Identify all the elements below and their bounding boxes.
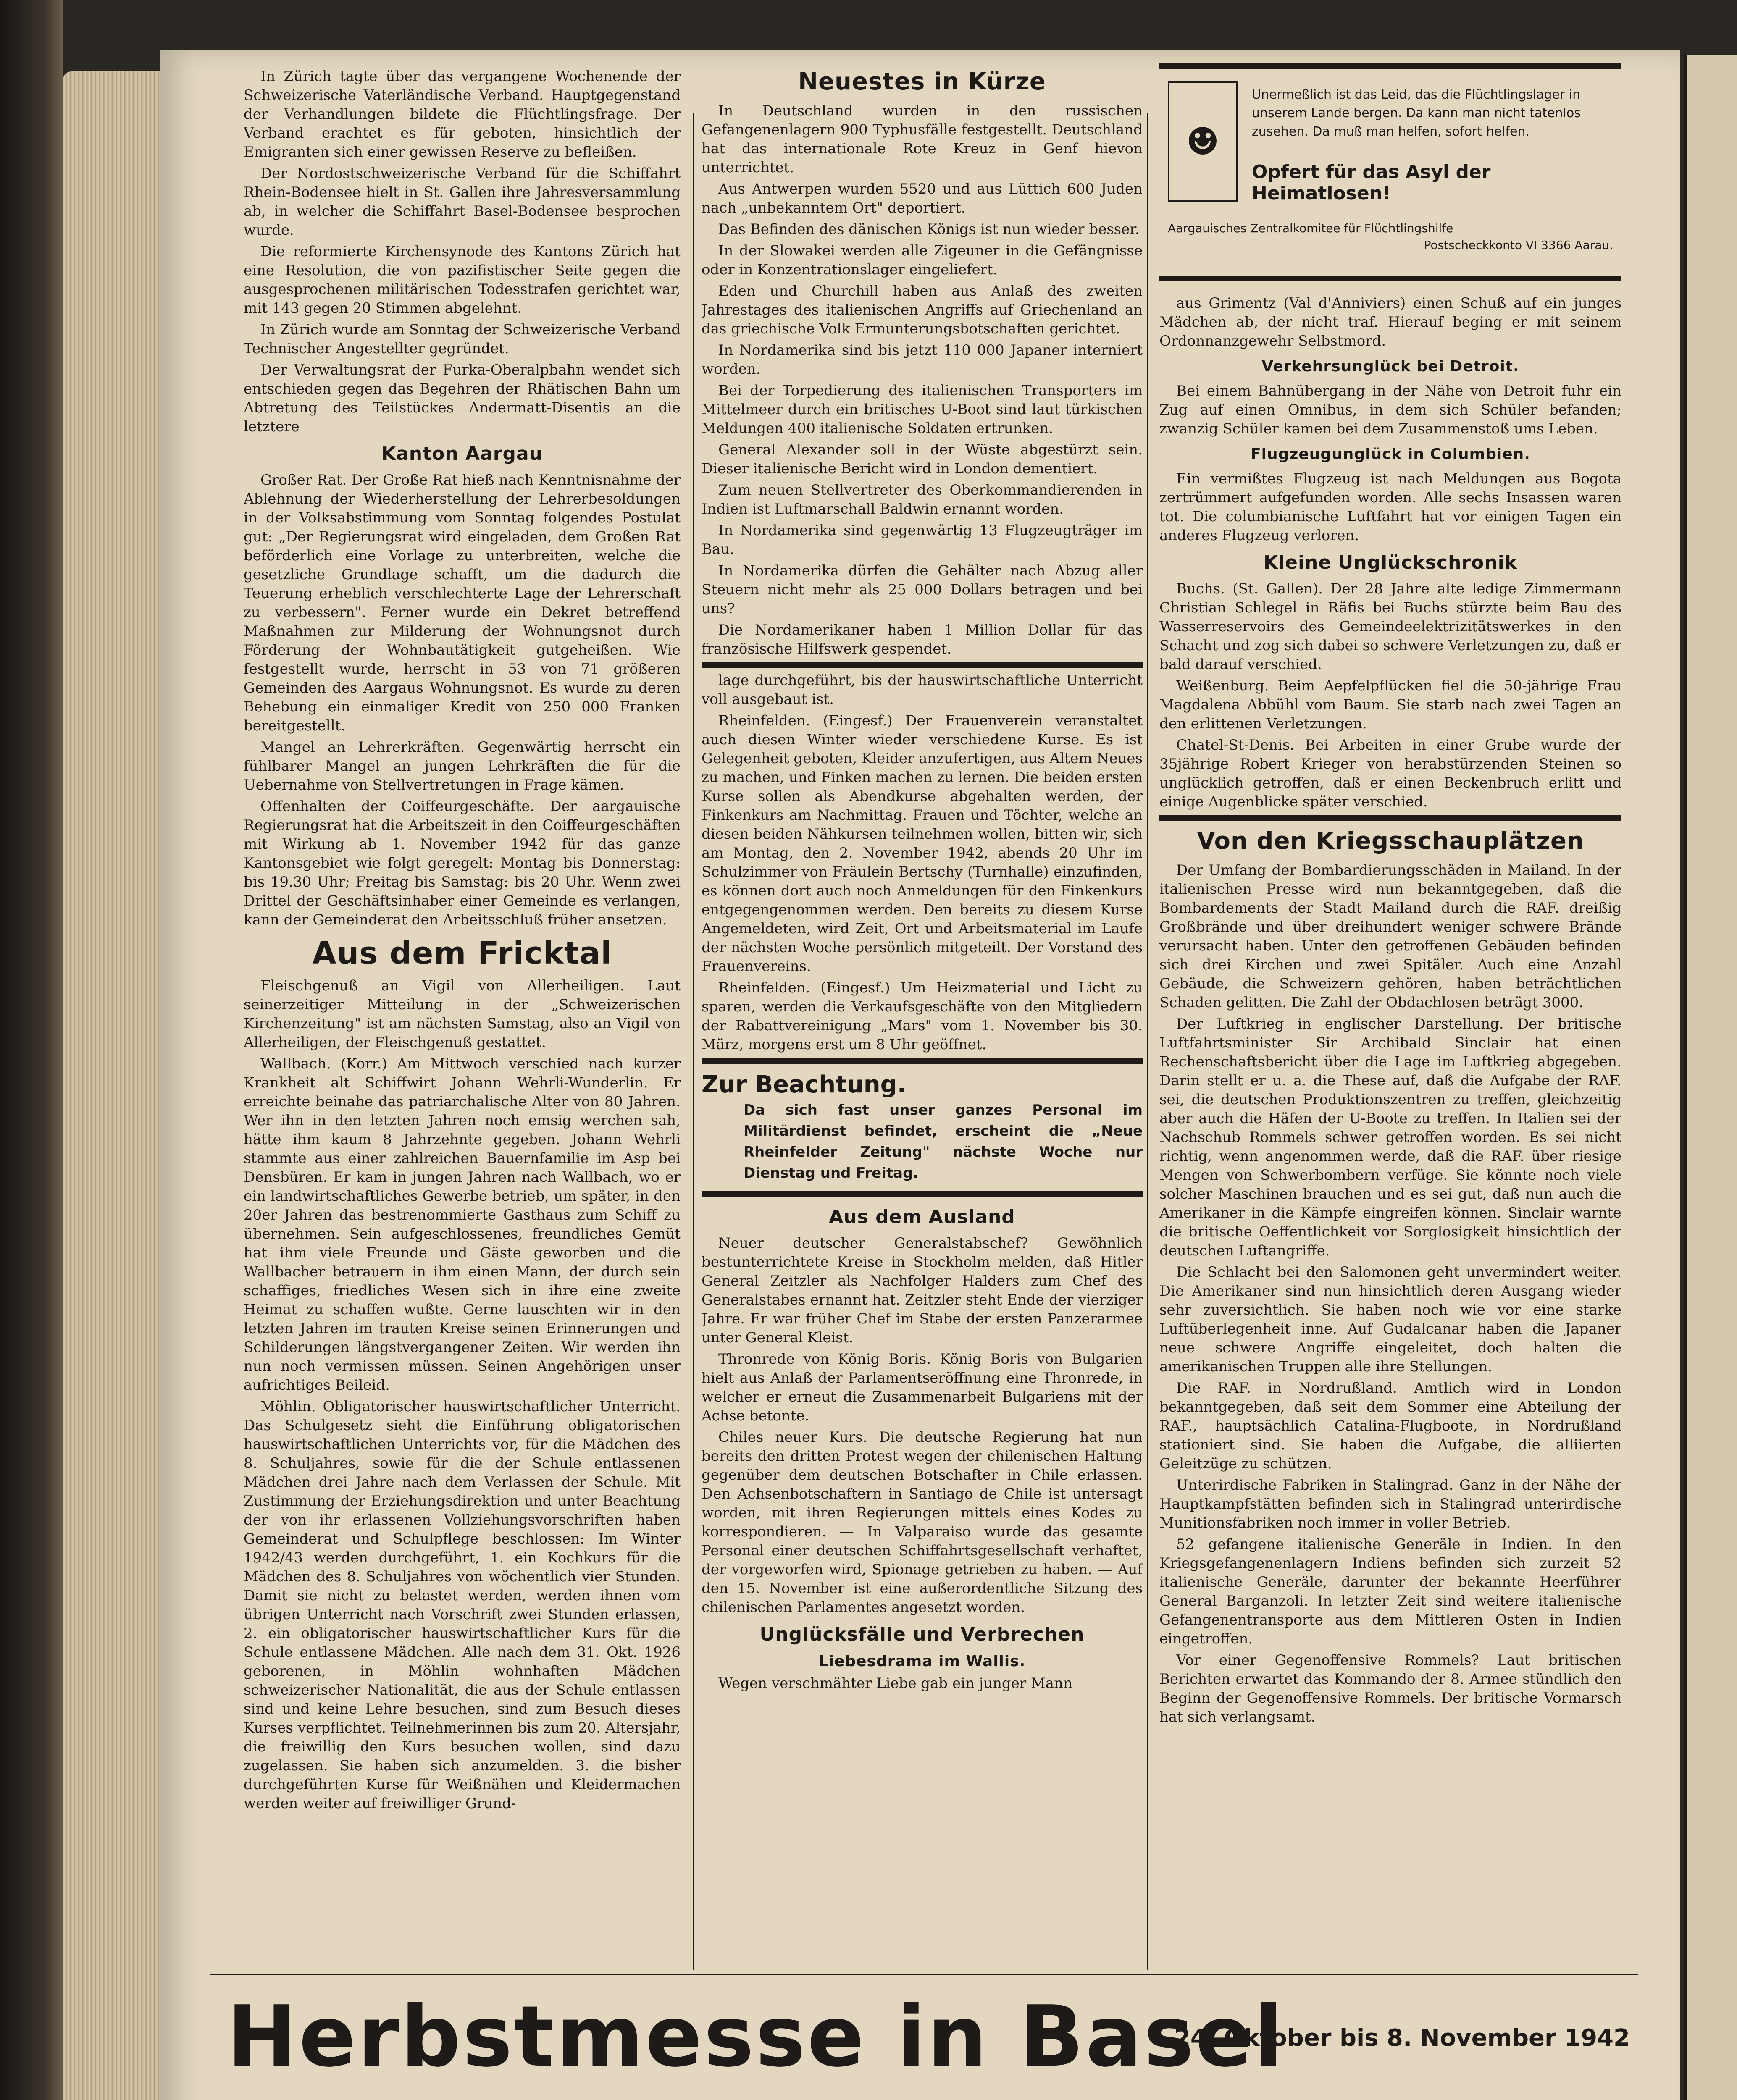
article-paragraph: Der Umfang der Bombardierungsschäden in Mailand. In der italienischen Presse wird nun bekanntgegeben, daß die Bombardements der Stadt Mailand durch die RAF. dreißig Großbrände und über dreihundert weniger schwere Brände verursacht haben. Unter den getroffenen Gebäuden befinden sich drei Kirchen und zwei Spitäler. Auch eine Anzahl Gebäude, die Schweizern gehören, haben beträchtlichen Schaden gelitten. Die Zahl der Obdachlosen beträgt 3000. <box>1159 862 1621 1011</box>
ad-footer <box>1168 220 1613 254</box>
article-paragraph: Rheinfelden. (Eingesf.) Um Heizmaterial und Licht zu sparen, werden die Verkaufsgeschäfte von den Mitgliedern der Rabattvereinigung „Mars" vom 1. November bis 30. März, morgens erst um 8 Uhr geöffnet. <box>702 979 1143 1053</box>
article-paragraph: Der Nordostschweizerische Verband für die Schiffahrt Rhein-Bodensee hielt in St. Gallen ihre Jahresversammlung ab, in welcher die Schiffahrt Basel-Bodensee besprochen wurde. <box>244 165 681 239</box>
column-rule <box>693 113 694 1970</box>
ad-text: Unermeßlich ist das Leid, das die Flüchtlingslager in unserem Lande bergen. Da kann man nicht tatenlos zusehen. Da muß man helfen, sofort helfen. <box>1252 87 1581 139</box>
article-paragraph: General Alexander soll in der Wüste abgestürzt sein. Dieser italienische Bericht wird in London dementiert. <box>702 441 1143 477</box>
article-paragraph: Wallbach. (Korr.) Am Mittwoch verschied nach kurzer Krankheit alt Schiffwirt Johann Wehrli-Wunderlin. Er erreichte beinahe das patriarchalische Alter von 80 Jahren. Wer ihn in den letzten Jahren noch emsig werchen sah, hätte ihm kaum 8 Jahrzehnte gegeben. Johann Wehrli stammte aus einer zahlreichen Bauernfamilie im Asp bei Densbüren. Er kam in jungen Jahren nach Wallbach, wo er ein landwirtschaftliches Gewerbe betrieb, um später, in den 20er Jahren das bestrenommierte Gasthaus zum Schiff zu übernehmen. Sein aufgeschlossenes, freundliches Gemüt hat ihm viele Freunde und Gäste geworben und die Wallbacher betrauern in ihm einen Mann, der durch sein schaffiges, friedliches Wesen sich in ihre eine zweite Heimat zu schaffen wußte. Gerne lauschten wir in den letzten Jahren im trauten Kreise seinen Erinnerungen und Schilderungen längstvergangener Zeiten. Wir werden ihn nun noch vermissen müssen. Seinen Angehörigen unser aufrichtiges Beileid. <box>244 1055 681 1394</box>
article-paragraph: Der Luftkrieg in englischer Darstellung. Der britische Luftfahrtsminister Sir Archibald Sinclair hat einen Rechenschaftsbericht über die Lage im Luftkrieg abgegeben. Darin stellt er u. a. die These auf, daß die Aufgabe der RAF. sei, die deutschen Produktionszentren zu treffen, gleichzeitig aber auch die Häfen der U-Boote zu treffen. In Italien sei der Nachschub Rommels schwer getroffen worden. Es sei nicht richtig, wenn angenommen werde, daß die RAF. über riesige Mengen von Schwerbombern verfüge. Sie könnte noch viele solcher Maschinen brauchen und es sei gut, daß nun auch die Amerikaner in die Kämpfe eingreifen können. Sinclair warnte die britische Oeffentlichkeit vor Sorglosigkeit hinsichtlich der deutschen Luftangriffe. <box>1159 1016 1621 1259</box>
article-paragraph: In Nordamerika sind bis jetzt 110 000 Japaner interniert worden. <box>702 342 1143 378</box>
article-paragraph: In Zürich wurde am Sonntag der Schweizerische Verband Technischer Angestellter gegründet. <box>244 321 681 357</box>
article-paragraph: lage durchgeführt, bis der hauswirtschaftliche Unterricht voll ausgebaut ist. <box>702 672 1143 708</box>
article-paragraph: In Nordamerika dürfen die Gehälter nach Abzug aller Steuern nicht mehr als 25 000 Dollars betragen und bei uns? <box>702 562 1143 617</box>
article-paragraph: In Nordamerika sind gegenwärtig 13 Flugzeugträger im Bau. <box>702 522 1143 558</box>
article-paragraph: Ein vermißtes Flugzeug ist nach Meldungen aus Bogota zertrümmert aufgefunden worden. Alle sechs Insassen waren tot. Die columbianische Luftfahrt hat vor einigen Tagen ein anderes Flugzeug verloren. <box>1159 470 1621 544</box>
notice-box <box>702 1058 1143 1197</box>
article-paragraph: Der Verwaltungsrat der Furka-Oberalpbahn wendet sich entschieden gegen das Begehren der Rhätischen Bahn um Abtretung des Teilstückes Andermatt-Disentis an die letztere <box>244 362 681 435</box>
ad-top-rule <box>210 1974 1638 1975</box>
section-heading: Aus dem Fricktal <box>312 935 612 971</box>
article-paragraph: Bei einem Bahnübergang in der Nähe von Detroit fuhr ein Zug auf einen Omnibus, in dem sich Schüler befanden; zwanzig Schüler kamen bei dem Zusammenstoß ums Leben. <box>1159 383 1621 437</box>
article-paragraph: Offenhalten der Coiffeurgeschäfte. Der aargauische Regierungsrat hat die Arbeitszeit in den Coiffeurgeschäften mit Wirkung ab 1. November 1942 für das ganze Kantonsgebiet wie folgt geregelt: Montag bis Donnerstag: bis 19.30 Uhr; Freitag bis Samstag: bis 20 Uhr. Wenn zwei Drittel der Geschäftsinhaber einer Gemeinde es verlangen, kann der Gemeinderat den Arbeitsschluß früher ansetzen. <box>244 798 681 928</box>
article-paragraph: Buchs. (St. Gallen). Der 28 Jahre alte ledige Zimmermann Christian Schlegel in Räfis bei Buchs stürzte beim Bau des Wasserreservoirs des Gemeindeelektrizitätswerkes in den Schacht und zog sich dabei so schwere Verletzungen zu, daß er bald darauf verschied. <box>1159 580 1621 673</box>
article-paragraph: Wegen verschmähter Liebe gab ein junger Mann <box>718 1675 1072 1692</box>
article-paragraph: In der Slowakei werden alle Zigeuner in die Gefängnisse oder in Konzentrationslager eingeliefert. <box>702 242 1143 278</box>
article-paragraph: Das Befinden des dänischen Königs ist nun wieder besser. <box>718 221 1140 238</box>
article-paragraph: Eden und Churchill haben aus Anlaß des zweiten Jahrestages des italienischen Angriffs auf Griechenland an das griechische Volk Ermunterungsbotschaften gerichtet. <box>702 283 1143 337</box>
article-paragraph: 52 gefangene italienische Generäle in Indien. In den Kriegsgefangenenlagern Indiens befinden sich zurzeit 52 italienische Generäle, darunter der bekannte Heerführer General Barganzoli. In letzter Zeit sind weitere italienische Gefangenentransporte aus dem Mittleren Osten in Indien eingetroffen. <box>1159 1536 1621 1647</box>
article-paragraph: aus Grimentz (Val d'Anniviers) einen Schuß auf ein junges Mädchen ab, der nicht traf. Hierauf beging er mit seinem Ordonnanzgewehr Selbstmord. <box>1159 295 1621 349</box>
column-rule <box>1147 113 1148 1970</box>
article-paragraph: Chiles neuer Kurs. Die deutsche Regierung hat nun bereits den dritten Protest wegen der chilenischen Haltung gegenüber dem deutschen Botschafter in Chile erlassen. Den Achsenbotschaftern in Santiago de Chile ist untersagt worden, mit ihren Regierungen mittels eines Kodes zu korrespondieren. — In Valparaiso wurde das gesamte Personal einer deutschen Schiffahrtsgesellschaft verhaftet, der vorgeworfen wird, Spionage getrieben zu haben. — Auf den 15. November ist eine außerordentliche Sitzung des chilenischen Parlamentes angesetzt worden. <box>702 1429 1143 1616</box>
section-heading: Kleine Unglückschronik <box>1263 552 1518 573</box>
book-spine <box>0 0 63 2100</box>
next-page-edge <box>1684 55 1737 2100</box>
article-paragraph: Mangel an Lehrerkräften. Gegenwärtig herrscht ein fühlbarer Mangel an jungen Lehrkräften die für die Uebernahme von Stellvertretungen in Frage kämen. <box>244 739 681 793</box>
article-paragraph: Zum neuen Stellvertreter des Oberkommandierenden in Indien ist Luftmarschall Baldwin ernannt worden. <box>702 482 1143 517</box>
section-heading: Neuestes in Kürze <box>798 68 1046 95</box>
page-edges <box>63 71 160 2100</box>
article-paragraph: Thronrede von König Boris. König Boris von Bulgarien hielt aus Anlaß der Parlamentseröffnung eine Thronrede, in welcher er erneut die Zusammenarbeit Bulgariens mit der Achse betonte. <box>702 1351 1143 1424</box>
ad-title: Herbstmesse in Basel <box>227 1988 1285 2086</box>
article-paragraph: Aus Antwerpen wurden 5520 und aus Lüttich 600 Juden nach „unbekanntem Ort" deportiert. <box>702 181 1143 216</box>
article-paragraph: Die Nordamerikaner haben 1 Million Dollar für das französische Hilfswerk gespendet. <box>702 622 1143 657</box>
notice-body: Da sich fast unser ganzes Personal im Militärdienst befindet, erscheint die „Neue Rheinfelder Zeitung" nächste Woche nur Dienstag und Freitag. <box>744 1102 1143 1181</box>
column-3 <box>1159 294 1621 1966</box>
article-paragraph: Die reformierte Kirchensynode des Kantons Zürich hat eine Resolution, die von pazifistischer Seite gegen die ausgesprochenen militärischen Todesstrafen gerichtet war, mit 143 gegen 20 Stimmen abgelehnt. <box>244 243 681 317</box>
divider <box>702 662 1143 668</box>
article-paragraph: Weißenburg. Beim Aepfelpflücken fiel die 50-jährige Frau Magdalena Abbühl vom Baum. Sie starb nach zwei Tagen an den erlittenen Verletzungen. <box>1159 677 1621 732</box>
article-paragraph: Großer Rat. Der Große Rat hieß nach Kenntnisnahme der Ablehnung der Wiederherstellung der Lehrerbesoldungen in der Volksabstimmung vom Sonntag folgendes Postulat gut: „Der Regierungsrat wird eingeladen, dem Großen Rat beförderlich eine Vorlage zu unterbreiten, welche die gesetzliche Grundlage schafft, um die dadurch die Teuerung erheblich verschlechterte Lage der Lehrerschaft zu verbessern". Ferner wurde ein Dekret betreffend Maßnahmen zur Milderung der Wohnungsnot durch Förderung der Wohnbautätigkeit gutgeheißen. Wie festgestellt wurde, herrscht in 53 von 71 größeren Gemeinden des Aargaus Wohnungsnot. Es wurde zu deren Behebung ein einmaliger Kredit von 250 000 Franken bereitgestellt. <box>244 472 681 734</box>
article-paragraph: Vor einer Gegenoffensive Rommels? Laut britischen Berichten erwartet das Kommando der 8. Armee stündlich den Beginn der Gegenoffensive Rommels. Der britische Vormarsch hat sich verlangsamt. <box>1159 1652 1621 1725</box>
subsection-heading: Flugzeugunglück in Columbien. <box>1251 446 1530 463</box>
article-paragraph: In Deutschland wurden in den russischen Gefangenenlagern 900 Typhusfälle festgestellt. Deutschland hat das internationale Rote Kreuz in Genf hievon unterrichtet. <box>702 102 1143 176</box>
article-paragraph: Neuer deutscher Generalstabschef? Gewöhnlich bestunterrichtete Kreise in Stockholm melden, daß Hitler General Zeitzler als Nachfolger Halders zum Chef des Generalstabes ernannt hat. Zeitzler steht Ende der vierziger Jahre. Er war früher Chef im Stabe der ersten Panzerarmee unter General Kleist. <box>702 1235 1143 1346</box>
article-paragraph: Chatel-St-Denis. Bei Arbeiten in einer Grube wurde der 35jährige Robert Krieger von herabstürzenden Steinen so unglücklich getroffen, daß er einen Beckenbruch erlitt und einige Augenblicke später verschied. <box>1159 737 1621 810</box>
mother-child-icon: ☻ <box>1168 81 1238 202</box>
article-paragraph: Fleischgenuß an Vigil von Allerheiligen. Laut seinerzeitiger Mitteilung in der „Schweizerischen Kirchenzeitung" ist am nächsten Samstag, also an Vigil von Allerheiligen, der Fleischgenuß gestattet. <box>244 977 681 1051</box>
section-heading: Kanton Aargau <box>381 443 543 465</box>
ad-account: Postscheckkonto VI 3366 Aarau. <box>1424 238 1613 252</box>
article-paragraph: Rheinfelden. (Eingesf.) Der Frauenverein veranstaltet auch diesen Winter wieder verschiedene Kurse. Es ist Gelegenheit geboten, Kleider anzufertigen, aus Altem Neues zu machen, und Finken machen zu lernen. Die beiden ersten Kurse sollen als Abendkurse abgehalten werden, der Finkenkurs am Nachmittag. Frauen und Töchter, welche an diesen beiden Nähkursen teilnehmen wollen, bitten wir, sich am Montag, den 2. November 1942, abends 20 Uhr im Schulzimmer von Fräulein Bertschy (Turnhalle) einzufinden, es können dort auch noch Anmeldungen für den Finkenkurs entgegengenommen werden. Den bereits zu diesem Kurse Angemeldeten, wird Zeit, Ort und Arbeitsmaterial im Laufe der nächsten Woche persönlich mitgeteilt. Der Vorstand des Frauenvereins. <box>702 712 1143 975</box>
refugee-aid-ad <box>1159 63 1621 281</box>
notice-heading: Zur Beachtung. <box>702 1071 906 1098</box>
article-paragraph: Bei der Torpedierung des italienischen Transporters im Mittelmeer durch ein britisches U-Boot sind laut türkischen Meldungen 400 italienische Soldaten ertrunken. <box>702 382 1143 437</box>
herbstmesse-ad <box>210 1987 1638 2100</box>
article-paragraph: Möhlin. Obligatorischer hauswirtschaftlicher Unterricht. Das Schulgesetz sieht die Einführung obligatorischen hauswirtschaftlichen Unterrichts vor, für die Mädchen des 8. Schuljahres, sowie für die der Schule entlassenen Mädchen drei Jahre nach dem Verlassen der Schule. Mit Zustimmung der Erziehungsdirektion und unter Beachtung der von ihr erlassenen Vollziehungsvorschriften haben Gemeinderat und Schulpflege beschlossen: Im Winter 1942/43 werden durchgeführt, 1. ein Kochkurs für die Mädchen des 8. Schuljahres von wöchentlich vier Stunden. Damit sie nicht zu belastet werden, werden ihnen vom übrigen Unterricht nach Vorschrift zwei Stunden erlassen, 2. ein obligatorischer hauswirtschaftlicher Kurs für die Schule entlassene Mädchen. Alle nach dem 31. Okt. 1926 geborenen, in Möhlin wohnhaften Mädchen schweizerischer Nationalität, die aus der Schule entlassen sind und keine Lehre besuchen, sind zum Besuch dieses Kurses verpflichtet. Teilnehmerinnen bis zum 20. Altersjahr, die freiwillig den Kurs besuchen wollen, sind dazu zugelassen. Sie haben sich anzumelden. 3. die bisher durchgeführten Kurse für Weißnähen und Kleidermachen werden weiter auf freiwilliger Grund- <box>244 1398 681 1812</box>
section-heading: Unglücksfälle und Verbrechen <box>759 1624 1085 1645</box>
ad-organization: Aargauisches Zentralkomitee für Flüchtlingshilfe <box>1168 221 1453 235</box>
article-paragraph: Die Schlacht bei den Salomonen geht unvermindert weiter. Die Amerikaner sind nun hinsichtlich deren Ausgang wieder sehr zuversichtlich. Sie haben noch wie vor eine starke Luftüberlegenheit inne. Auf Gudalcanar haben die Japaner neue schwere Angriffe eingeleitet, doch halten die amerikanischen Truppen alle ihre Stellungen. <box>1159 1264 1621 1375</box>
ad-heading: Opfert für das Asyl der Heimatlosen! <box>1252 161 1491 204</box>
ad-dates: 24. Oktober bis 8. November 1942 <box>1174 2024 1630 2052</box>
article-paragraph: Die RAF. in Nordrußland. Amtlich wird in London bekanntgegeben, daß seit dem Sommer eine Abteilung der RAF., hauptsächlich Catalina-Flugboote, in Nordrußland stationiert sind. Sie haben die Aufgabe, die alliierten Geleitzüge zu schützen. <box>1159 1380 1621 1472</box>
column-2 <box>702 67 1143 1966</box>
subsection-heading: Liebesdrama im Wallis. <box>818 1653 1026 1670</box>
divider <box>1159 815 1621 821</box>
article-paragraph: Unterirdische Fabriken in Stalingrad. Ganz in der Nähe der Hauptkampfstätten befinden sich in Stalingrad unterirdische Munitionsfabriken noch immer in voller Betrieb. <box>1159 1477 1621 1531</box>
column-1 <box>244 67 681 1966</box>
section-heading: Von den Kriegsschauplätzen <box>1197 827 1584 855</box>
article-paragraph: In Zürich tagte über das vergangene Wochenende der Schweizerische Vaterländische Verband. Hauptgegenstand der Verhandlungen bildete die Flüchtlingsfrage. Der Verband erachtet es für geboten, hinsichtlich der Emigranten sich einer gewissen Reserve zu befleißen. <box>244 68 681 160</box>
subsection-heading: Verkehrsunglück bei Detroit. <box>1261 358 1519 375</box>
section-heading: Aus dem Ausland <box>829 1206 1015 1228</box>
